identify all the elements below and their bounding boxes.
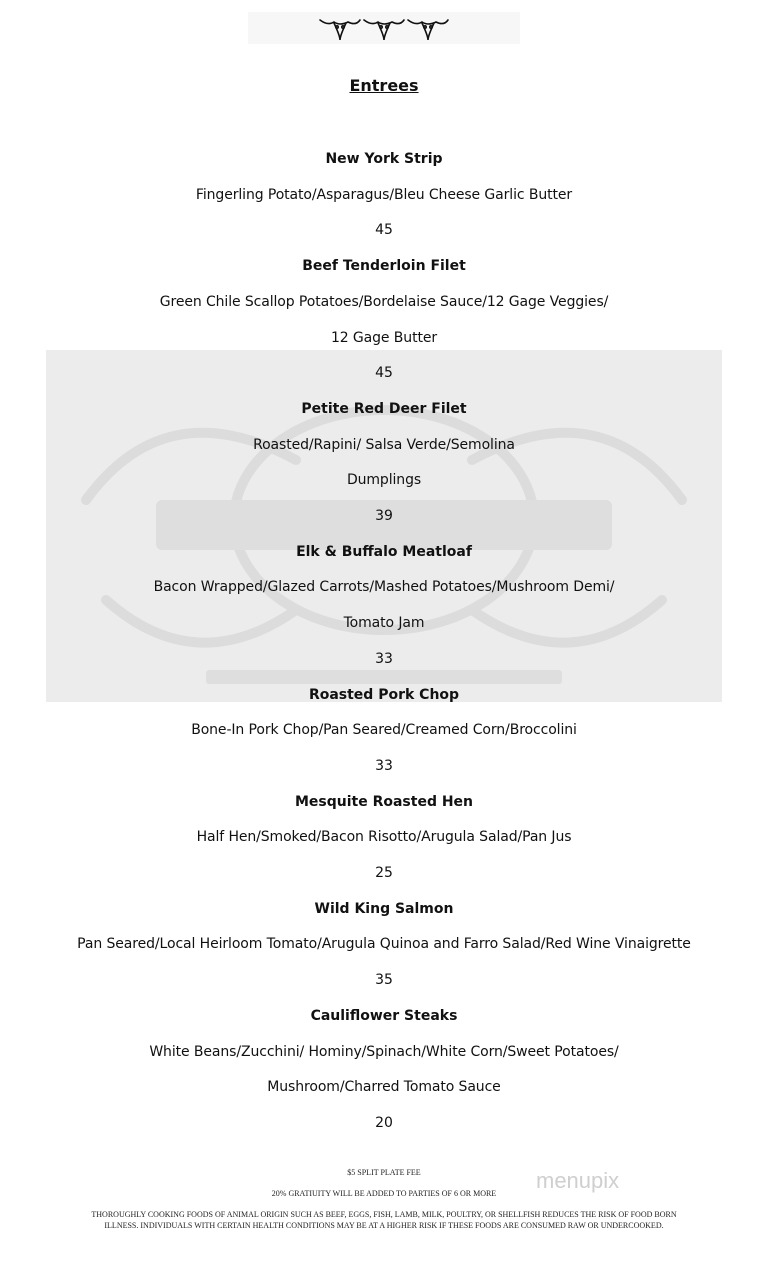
- health-warning-line-2: ILLNESS. INDIVIDUALS WITH CERTAIN HEALTH CONDITIONS MAY BE AT A HIGHER RISK IF THESE FOODS ARE CONSUMED RAW OR UNDERCOOKED.: [104, 1221, 664, 1230]
- menupix-watermark: menupix: [536, 1168, 620, 1193]
- section-title: Entrees: [349, 76, 419, 95]
- split-plate-fee: $5 SPLIT PLATE FEE: [347, 1168, 421, 1177]
- menu-item-description: Mushroom/Charred Tomato Sauce: [267, 1079, 501, 1096]
- menu-item-description: Bacon Wrapped/Glazed Carrots/Mashed Potatoes/Mushroom Demi/: [153, 579, 615, 596]
- menu-item-description: White Beans/Zucchini/ Hominy/Spinach/White Corn/Sweet Potatoes/: [149, 1043, 619, 1060]
- menu-item-name: New York Strip: [325, 151, 443, 167]
- menu-item-price: 33: [375, 650, 393, 667]
- menu-item-name: Beef Tenderloin Filet: [302, 258, 466, 275]
- menu-item-name: Roasted Pork Chop: [308, 686, 460, 703]
- menu-item-price: 39: [375, 508, 393, 524]
- menu-item-price: 20: [375, 1114, 393, 1131]
- menu-item-description: 12 Gage Butter: [330, 329, 438, 346]
- menu-item-description: Dumplings: [346, 472, 422, 489]
- menu-item-name: Cauliflower Steaks: [310, 1007, 458, 1024]
- menu-item-description: Pan Seared/Local Heirloom Tomato/Arugula Quinoa and Farro Salad/Red Wine Vinaigrette: [77, 936, 691, 953]
- menu-item-price: 45: [375, 365, 393, 382]
- menu-item-name: Petite Red Deer Filet: [301, 400, 467, 417]
- menu-item-price: 33: [375, 757, 393, 774]
- menu-item-name: Wild King Salmon: [314, 900, 454, 917]
- menu-item-description: Half Hen/Smoked/Bacon Risotto/Arugula Salad/Pan Jus: [196, 829, 572, 846]
- menu-item-description: Green Chile Scallop Potatoes/Bordelaise Sauce/12 Gage Veggies/: [159, 293, 609, 310]
- menu-item-price: 45: [375, 222, 393, 239]
- health-warning-line-1: THOROUGHLY COOKING FOODS OF ANIMAL ORIGIN SUCH AS BEEF, EGGS, FISH, LAMB, MILK, POULTRY, OR SHELLFISH REDUCES THE RISK OF FOOD BORN: [91, 1210, 677, 1219]
- menu-item-description: Bone-In Pork Chop/Pan Seared/Creamed Corn/Broccolini: [191, 722, 577, 739]
- menu-item-name: Mesquite Roasted Hen: [294, 793, 474, 810]
- gratuity-note: 20% GRATIUITY WILL BE ADDED TO PARTIES OF 6 OR MORE: [271, 1189, 497, 1198]
- menu-item-description: Fingerling Potato/Asparagus/Bleu Cheese Garlic Butter: [195, 186, 573, 203]
- menu-item-description: Tomato Jam: [343, 615, 425, 632]
- menu-item-name: Elk & Buffalo Meatloaf: [296, 543, 472, 560]
- longhorn-skulls-icon: [318, 14, 450, 42]
- menu-item-price: 25: [375, 865, 393, 881]
- menu-item-description: Roasted/Rapini/ Salsa Verde/Semolina: [253, 436, 515, 453]
- menu-item-price: 35: [375, 972, 393, 989]
